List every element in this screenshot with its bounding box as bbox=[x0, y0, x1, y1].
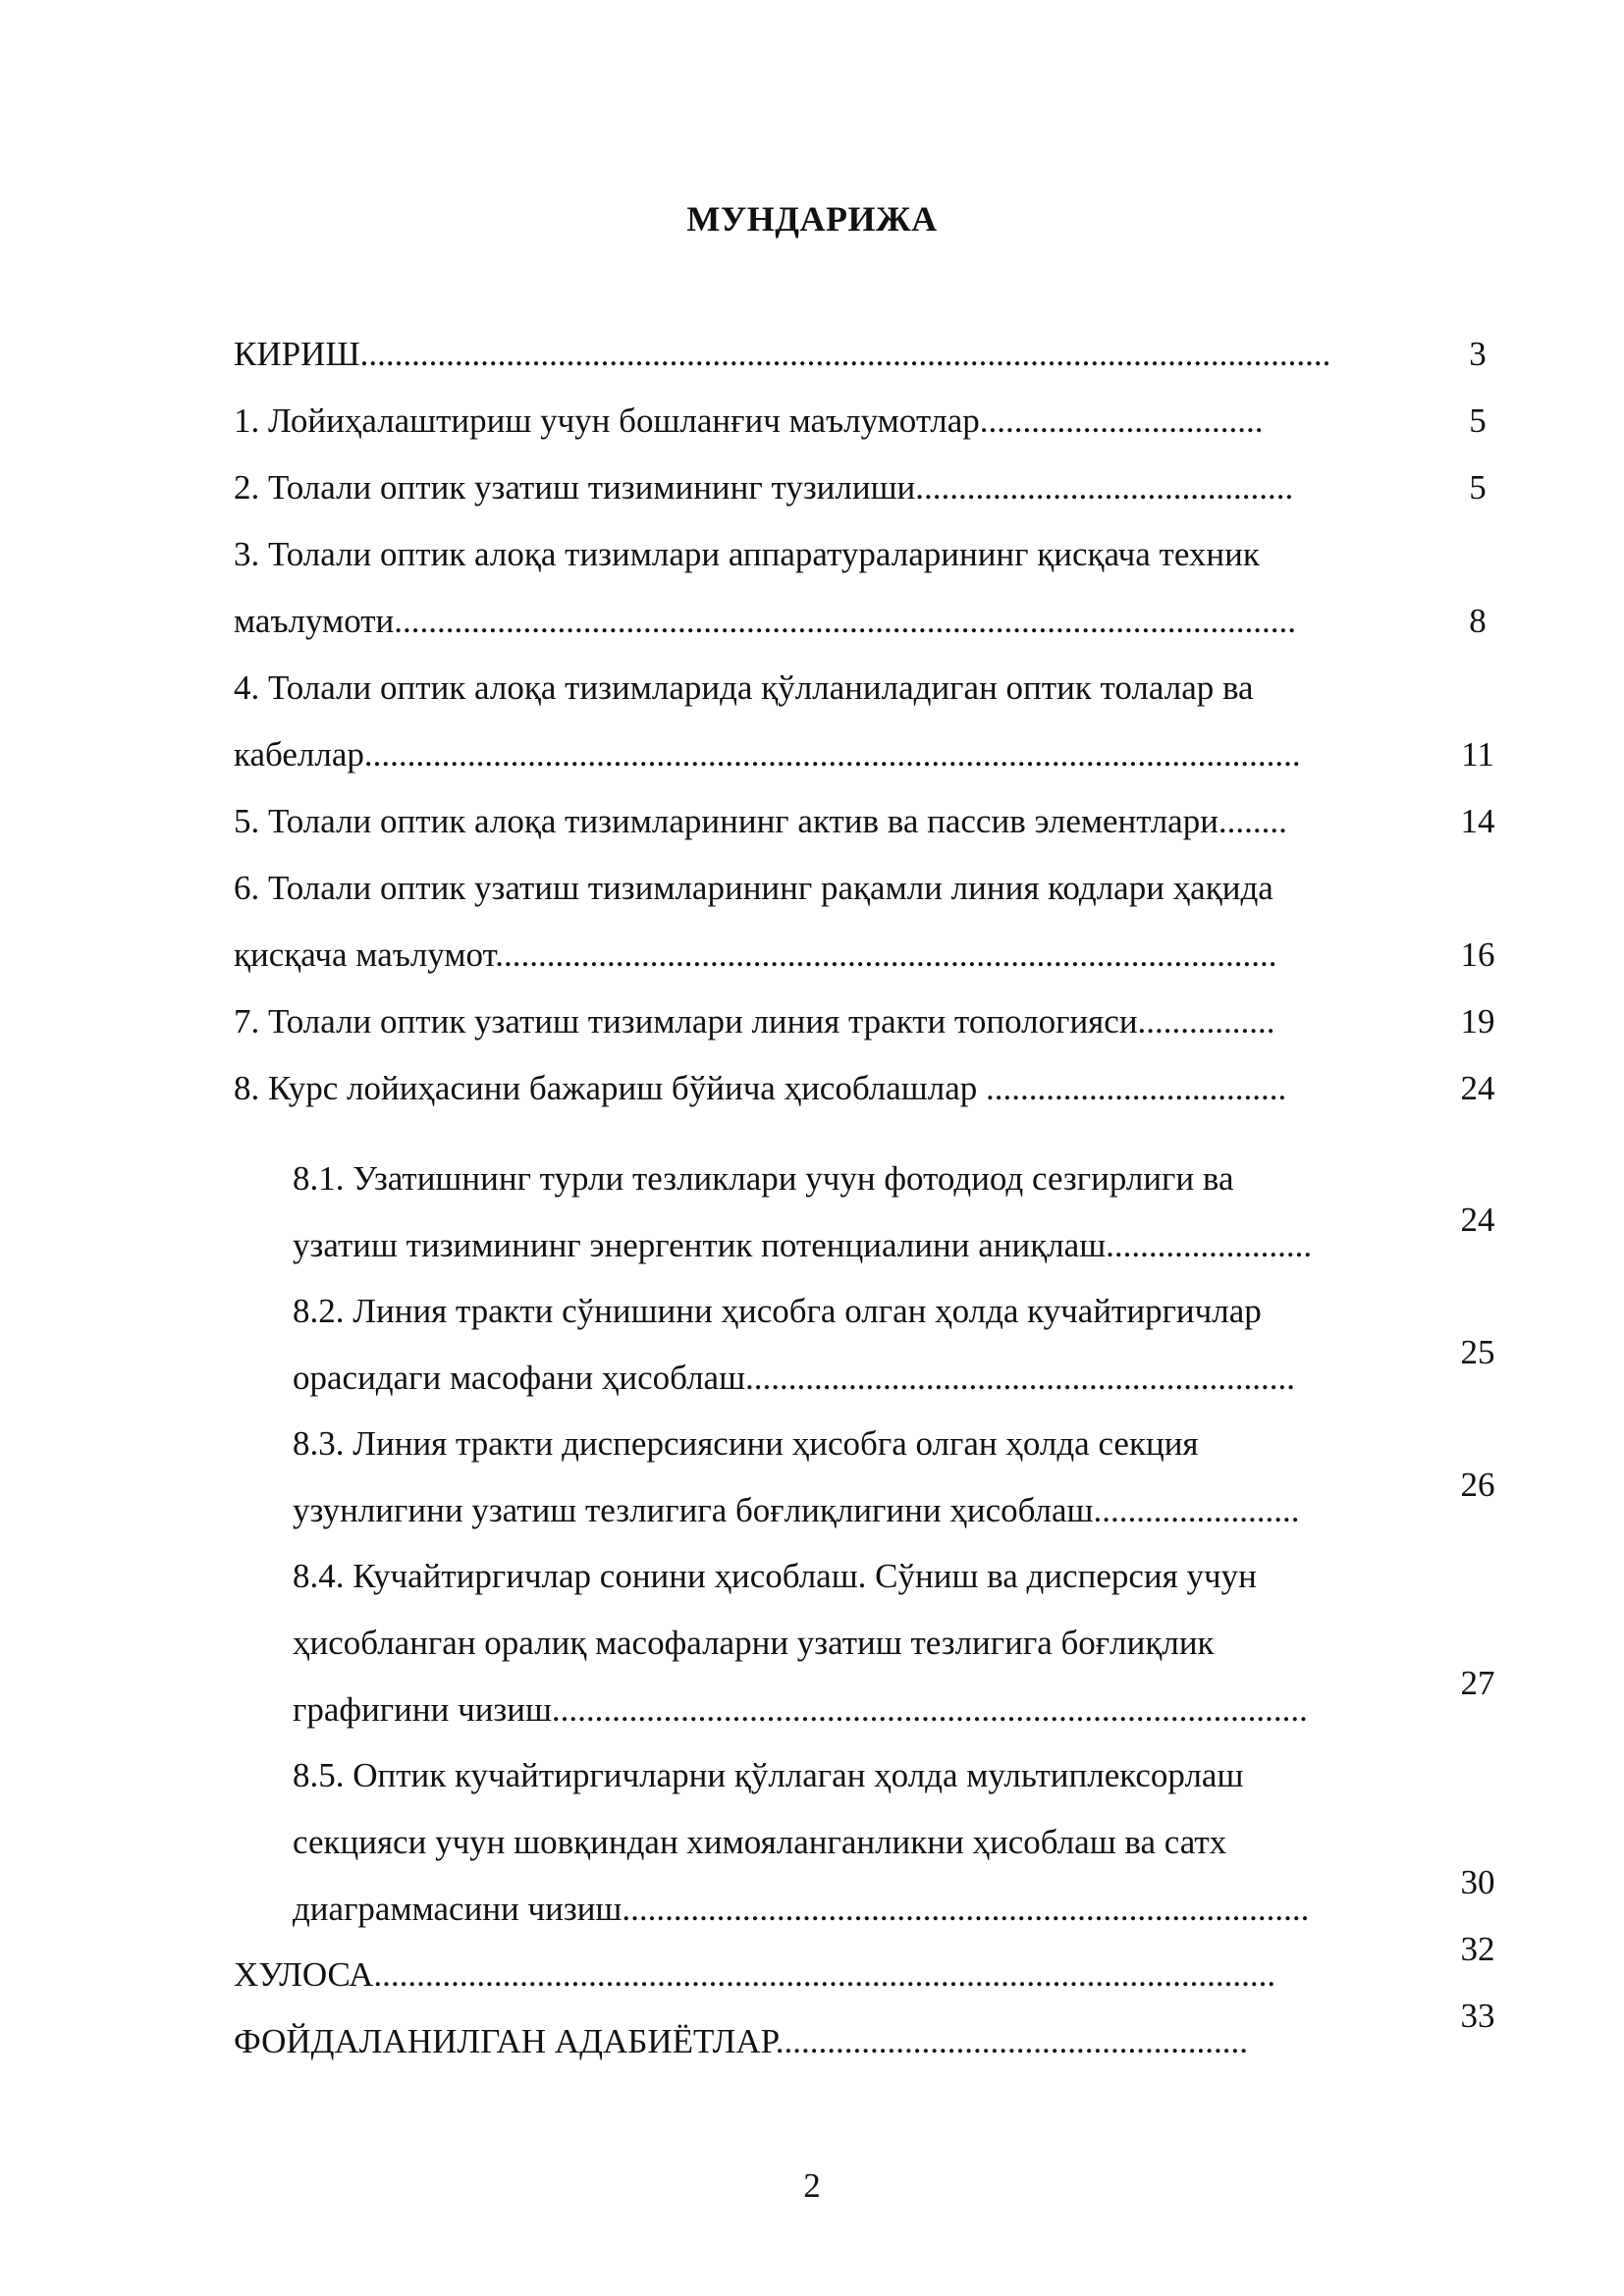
toc-page-number: 5 bbox=[1469, 468, 1487, 507]
toc-subentry-8-5-cont: секцияси учун шовқиндан химояланганликни ҳисоблаш ва сатх bbox=[293, 1823, 1227, 1861]
toc-entry-1: 1. Лойиҳалаштириш учун бошланғич маълумотлар................................. bbox=[234, 401, 1264, 440]
document-title: МУНДАРИЖА bbox=[686, 199, 938, 239]
toc-subentry-8-3: 8.3. Линия тракти дисперсиясини ҳисобга олган ҳолда секция bbox=[293, 1424, 1199, 1463]
toc-subentry-8-5: 8.5. Оптик кучайтиргичларни қўллаган ҳолда мультиплексорлаш bbox=[293, 1756, 1244, 1794]
toc-page-number: 27 bbox=[1460, 1664, 1495, 1702]
toc-subentry-8-1: 8.1. Узатишнинг турли тезликлари учун фотодиод сезгирлиги ва bbox=[293, 1159, 1234, 1198]
toc-page-number: 30 bbox=[1460, 1863, 1495, 1901]
toc-entry-8: 8. Курс лойиҳасини бажариш бўйича ҳисоблашлар ................................... bbox=[234, 1069, 1287, 1107]
toc-page-number: 24 bbox=[1460, 1069, 1495, 1107]
toc-page-number: 19 bbox=[1460, 1002, 1495, 1041]
toc-entry-7: 7. Толали оптик узатиш тизимлари линия тракти топологияси................ bbox=[234, 1002, 1275, 1041]
toc-page-number: 5 bbox=[1469, 401, 1487, 440]
toc-subentry-8-4: 8.4. Кучайтиргичлар сонини ҳисоблаш. Сўниш ва дисперсия учун bbox=[293, 1557, 1257, 1595]
toc-page-number: 3 bbox=[1469, 335, 1487, 373]
toc-entry-3-cont: маълумоти......................................................................................................... bbox=[234, 602, 1297, 640]
toc-subentry-8-2-cont: орасидаги масофани ҳисоблаш................................................................ bbox=[293, 1359, 1296, 1397]
toc-page-number: 8 bbox=[1469, 602, 1487, 640]
toc-subentry-8-4-cont: ҳисобланган оралиқ масофаларни узатиш тезлигига боғлиқлик bbox=[293, 1624, 1215, 1662]
toc-page-number: 26 bbox=[1460, 1466, 1495, 1504]
toc-page-number: 24 bbox=[1460, 1201, 1495, 1239]
toc-subentry-8-4-cont2: графигини чизиш........................................................................................ bbox=[293, 1690, 1308, 1729]
toc-entry-4: 4. Толали оптик алоқа тизимларида қўлланиладиган оптик толалар ва bbox=[234, 668, 1254, 707]
toc-entry-conclusion: ХУЛОСА......................................................................................................... bbox=[234, 1955, 1276, 1994]
toc-entry-references: ФОЙДАЛАНИЛГАН АДАБИЁТЛАР....................................................... bbox=[234, 2022, 1248, 2060]
toc-page-number: 33 bbox=[1460, 1997, 1495, 2035]
toc-entry-3: 3. Толали оптик алоқа тизимлари аппаратураларининг қисқача техник bbox=[234, 535, 1260, 573]
toc-entry-4-cont: кабеллар............................................................................................................. bbox=[234, 735, 1301, 774]
page-number: 2 bbox=[803, 2166, 821, 2205]
toc-subentry-8-5-cont2: диаграммасини чизиш................................................................................ bbox=[293, 1890, 1310, 1928]
toc-entry-6: 6. Толали оптик узатиш тизимларининг рақамли линия кодлари ҳақида bbox=[234, 869, 1273, 907]
toc-page-number: 25 bbox=[1460, 1333, 1495, 1371]
toc-subentry-8-3-cont: узунлигини узатиш тезлигига боғлиқлигини ҳисоблаш........................ bbox=[293, 1491, 1300, 1529]
toc-entry-2: 2. Толали оптик узатиш тизимининг тузилиши............................................ bbox=[234, 468, 1294, 507]
toc-page-number: 14 bbox=[1460, 802, 1495, 840]
toc-subentry-8-1-cont: узатиш тизимининг энергентик потенциалини аниқлаш........................ bbox=[293, 1226, 1313, 1264]
toc-page-number: 32 bbox=[1460, 1930, 1495, 1968]
toc-entry-intro: КИРИШ................................................................................................................. bbox=[234, 335, 1331, 373]
toc-entry-6-cont: қисқача маълумот........................................................................................... bbox=[234, 935, 1277, 974]
toc-subentry-8-2: 8.2. Линия тракти сўнишини ҳисобга олган ҳолда кучайтиргичлар bbox=[293, 1292, 1262, 1330]
toc-page-number: 16 bbox=[1460, 935, 1495, 974]
toc-page-number: 11 bbox=[1461, 735, 1494, 774]
toc-entry-5: 5. Толали оптик алоқа тизимларининг актив ва пассив элементлари........ bbox=[234, 802, 1287, 840]
